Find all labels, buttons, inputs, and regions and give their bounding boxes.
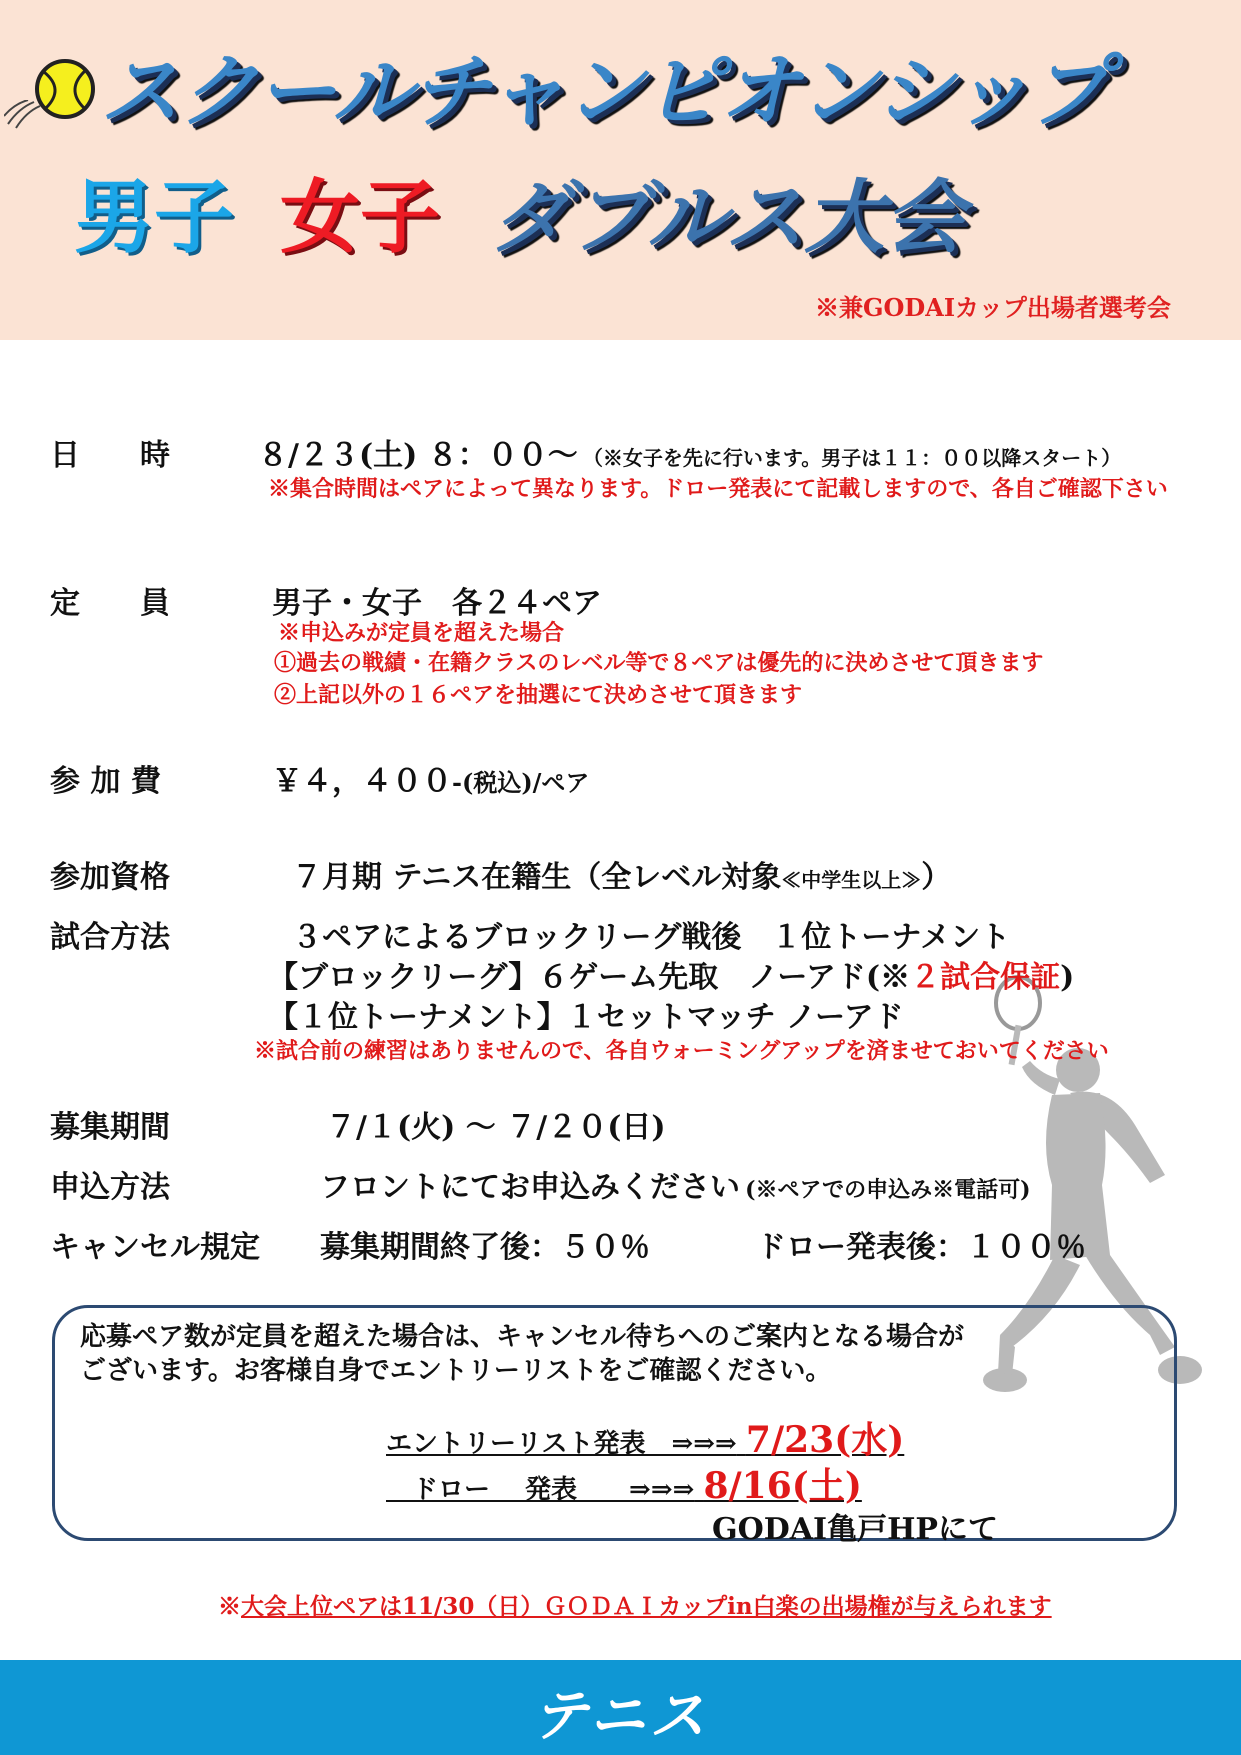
format-line-2b: ) [1060,960,1075,995]
header-banner [0,0,1241,340]
datetime-note: （※女子を先に行います。男子は１１：００以降スタート） [582,446,1122,470]
capacity-label: 定 員 [50,586,170,621]
title-boys: 男子 [74,171,234,264]
fee-value: ￥４，４００ [272,764,452,799]
announce-location: GODAI亀戸HPにて [712,1512,998,1547]
apply-note: (※ペアでの申込み※電話可) [745,1177,1031,1203]
datetime-value: ８/２３(土) ８：００～ [258,438,578,473]
draw-label: ドロー 発表 ⇒⇒⇒ [386,1475,695,1505]
datetime-row [258,430,1121,474]
format-line-2 [268,952,1074,996]
period-value: ７/１(火) ～ ７/２０(日) [326,1110,666,1145]
box-line-1: 応募ペア数が定員を超えた場合は、キャンセル待ちへのご案内となる場合が [80,1322,965,1352]
bottom-note-text: 大会上位ペアは11/30（日）ＧＯＤＡＩカップin白楽の出場権が与えられます [241,1593,1052,1620]
eligibility-row [292,852,951,896]
period-label: 募集期間 [50,1110,170,1145]
apply-row [320,1162,1031,1206]
format-line-2a: 【ブロックリーグ】６ゲーム先取 ノーアド(※ [268,960,911,995]
draw-date: 8/16(土) [703,1465,862,1507]
cancel-value-2: ドロー発表後：１００％ [756,1230,1086,1265]
bottom-note-mark: ※ [218,1593,241,1620]
format-line-3: 【１位トーナメント】１セットマッチ ノーアド [268,1000,904,1035]
motion-lines-icon [4,100,44,130]
eligibility-value: ７月期 テニス在籍生（全レベル対象 [292,860,782,895]
fee-row [272,756,589,800]
apply-value: フロントにてお申込みください [320,1170,740,1205]
footer-tennis-logo: テニス [531,1684,710,1749]
title-girls: 女子 [280,171,440,264]
draw-row [386,1458,862,1509]
capacity-note-2: ①過去の戦績・在籍クラスのレベル等で８ペアは優先的に決めさせて頂きます [274,650,1044,676]
datetime-red-note: ※集合時間はペアによって異なります。ドロー発表にて記載しますので、各自ご確認下さい [268,476,1168,502]
fee-label: 参 加 費 [50,764,161,799]
format-red-note: ※試合前の練習はありませんので、各自ウォーミングアップを済ませておいてください [254,1038,1109,1064]
header-subnote: ※兼GODAIカップ出場者選考会 [815,293,1171,322]
fee-suffix: -(税込)/ペア [452,768,590,797]
event-title: スクールチャンピオンシップ [100,45,1107,138]
eligibility-close: ） [921,860,952,895]
bottom-note [218,1588,1052,1621]
entry-list-date: 7/23(水) [745,1419,905,1461]
cancel-label: キャンセル規定 [50,1230,260,1265]
box-line-2: ございます。お客様自身でエントリーリストをご確認ください。 [80,1356,832,1386]
format-label: 試合方法 [50,920,170,955]
capacity-note-3: ②上記以外の１６ペアを抽選にて決めさせて頂きます [274,682,803,708]
datetime-label: 日 時 [50,438,170,473]
format-line-1: ３ペアによるブロックリーグ戦後 １位トーナメント [292,920,1011,955]
footer-banner [0,1660,1241,1755]
format-guarantee: ２試合保証 [910,960,1061,995]
entry-list-row [386,1412,904,1463]
capacity-value: 男子・女子 各２４ペア [272,586,602,621]
cancel-value-1: 募集期間終了後：５０％ [320,1230,650,1265]
eligibility-label: 参加資格 [50,860,170,895]
title-doubles: ダブルス大会 [490,171,965,264]
eligibility-small: ≪中学生以上≫ [781,868,922,892]
apply-label: 申込方法 [50,1170,170,1205]
capacity-note-1: ※申込みが定員を超えた場合 [278,620,565,646]
entry-list-label: エントリーリスト発表 ⇒⇒⇒ [386,1429,737,1459]
